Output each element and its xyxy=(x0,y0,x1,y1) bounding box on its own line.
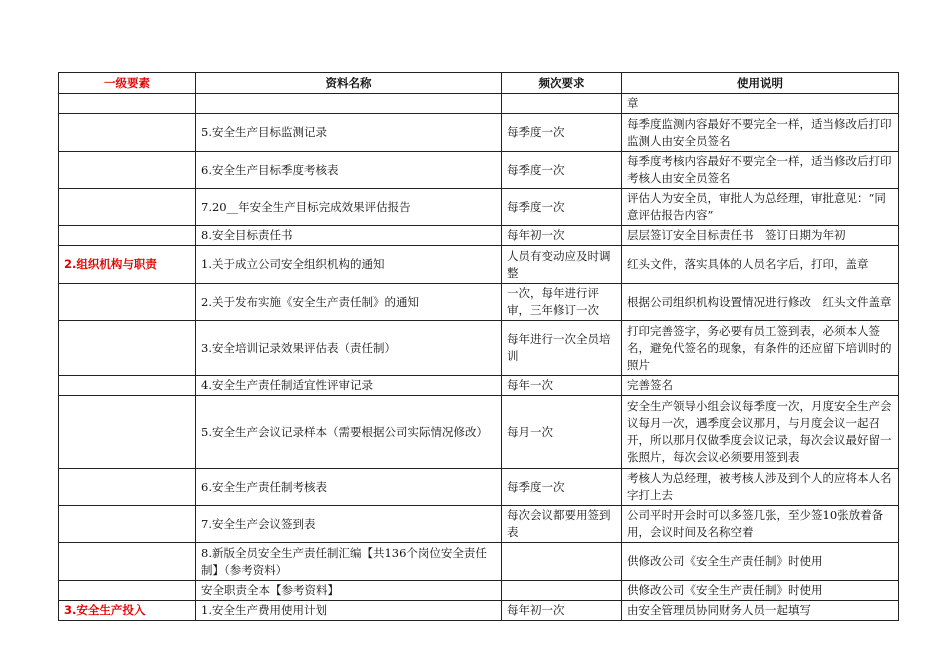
document-name-cell xyxy=(196,94,502,114)
usage-note-cell: 根据公司组织机构设置情况进行修改 红头文件盖章 xyxy=(622,284,899,321)
table-row xyxy=(59,601,899,621)
usage-note-cell: 考核人为总经理，被考核人涉及到个人的应将本人名字打上去 xyxy=(622,469,899,506)
usage-note-cell: 由安全管理员协同财务人员一起填写 xyxy=(622,601,899,621)
frequency-cell xyxy=(502,94,622,114)
table-row xyxy=(59,284,899,321)
document-name-cell: 1.关于成立公司安全组织机构的通知 xyxy=(196,246,502,284)
category-cell xyxy=(59,506,196,543)
frequency-cell: 一次，每年进行评审，三年修订一次 xyxy=(502,284,622,321)
category-cell xyxy=(59,284,196,321)
document-name-cell: 1.安全生产费用使用计划 xyxy=(196,601,502,621)
frequency-cell: 每季度一次 xyxy=(502,152,622,189)
usage-note-cell: 层层签订安全目标责任书 签订日期为年初 xyxy=(622,226,899,246)
table-row xyxy=(59,94,899,114)
table-row xyxy=(59,152,899,189)
category-cell xyxy=(59,94,196,114)
usage-note-cell: 红头文件，落实具体的人员名字后，打印，盖章 xyxy=(622,246,899,284)
frequency-cell xyxy=(502,581,622,601)
table-row xyxy=(59,506,899,543)
category-cell: 3.安全生产投入 xyxy=(59,601,196,621)
header-frequency: 频次要求 xyxy=(502,73,622,94)
category-cell xyxy=(59,396,196,469)
document-name-cell: 5.安全生产会议记录样本（需要根据公司实际情况修改） xyxy=(196,396,502,469)
usage-note-cell: 完善签名 xyxy=(622,376,899,396)
frequency-cell: 人员有变动应及时调整 xyxy=(502,246,622,284)
document-name-cell: 6.安全生产责任制考核表 xyxy=(196,469,502,506)
category-cell xyxy=(59,469,196,506)
document-name-cell: 8.新版全员安全生产责任制汇编【共136个岗位安全责任制】（参考资料） xyxy=(196,543,502,581)
requirements-table xyxy=(58,72,903,621)
document-name-cell: 7.安全生产会议签到表 xyxy=(196,506,502,543)
usage-note-cell: 供修改公司《安全生产责任制》时使用 xyxy=(622,581,899,601)
category-cell xyxy=(59,376,196,396)
frequency-cell: 每年一次 xyxy=(502,376,622,396)
document-name-cell: 2.关于发布实施《安全生产责任制》的通知 xyxy=(196,284,502,321)
usage-note-cell: 安全生产领导小组会议每季度一次，月度安全生产会议每月一次，遇季度会议那月，与月度会议一起召开，所以那月仅做季度会议记录，每次会议最好留一张照片，每次会议必须要用签到表 xyxy=(622,396,899,469)
frequency-cell xyxy=(502,543,622,581)
usage-note-cell: 每季度考核内容最好不要完全一样，适当修改后打印 考核人由安全员签名 xyxy=(622,152,899,189)
table-row xyxy=(59,189,899,226)
usage-note-cell: 公司平时开会时可以多签几张，至少签10张放着备用，会议时间及名称空着 xyxy=(622,506,899,543)
document-name-cell: 3.安全培训记录效果评估表（责任制） xyxy=(196,321,502,376)
category-cell xyxy=(59,321,196,376)
table-row xyxy=(59,396,899,469)
table-row xyxy=(59,114,899,152)
frequency-cell: 每年初一次 xyxy=(502,601,622,621)
header-first-level-element: 一级要素 xyxy=(59,73,196,94)
document-name-cell: 6.安全生产目标季度考核表 xyxy=(196,152,502,189)
frequency-cell: 每年进行一次全员培训 xyxy=(502,321,622,376)
header-usage-notes: 使用说明 xyxy=(622,73,899,94)
table-header-row xyxy=(59,73,899,94)
table-row xyxy=(59,469,899,506)
frequency-cell: 每次会议都要用签到表 xyxy=(502,506,622,543)
category-cell xyxy=(59,189,196,226)
usage-note-cell: 评估人为安全员，审批人为总经理，审批意见：“同意评估报告内容” xyxy=(622,189,899,226)
frequency-cell: 每年初一次 xyxy=(502,226,622,246)
frequency-cell: 每季度一次 xyxy=(502,114,622,152)
frequency-cell: 每季度一次 xyxy=(502,469,622,506)
table-row xyxy=(59,246,899,284)
document-name-cell: 安全职责全本【参考资料】 xyxy=(196,581,502,601)
category-cell xyxy=(59,152,196,189)
frequency-cell: 每月一次 xyxy=(502,396,622,469)
category-cell xyxy=(59,543,196,581)
frequency-cell: 每季度一次 xyxy=(502,189,622,226)
category-cell xyxy=(59,226,196,246)
usage-note-cell: 供修改公司《安全生产责任制》时使用 xyxy=(622,543,899,581)
document-name-cell: 4.安全生产责任制适宜性评审记录 xyxy=(196,376,502,396)
header-document-name: 资料名称 xyxy=(196,73,502,94)
table-row xyxy=(59,543,899,581)
category-cell: 2.组织机构与职责 xyxy=(59,246,196,284)
usage-note-cell: 每季度监测内容最好不要完全一样，适当修改后打印 监测人由安全员签名 xyxy=(622,114,899,152)
usage-note-cell: 打印完善签字，务必要有员工签到表，必须本人签名，避免代签名的现象，有条件的还应留下培训时的照片 xyxy=(622,321,899,376)
category-cell xyxy=(59,114,196,152)
table-row xyxy=(59,321,899,376)
usage-note-cell: 章 xyxy=(622,94,899,114)
table-row xyxy=(59,226,899,246)
category-cell xyxy=(59,581,196,601)
document-name-cell: 8.安全目标责任书 xyxy=(196,226,502,246)
table-row xyxy=(59,376,899,396)
table-row xyxy=(59,581,899,601)
document-name-cell: 7.20__年安全生产目标完成效果评估报告 xyxy=(196,189,502,226)
document-name-cell: 5.安全生产目标监测记录 xyxy=(196,114,502,152)
